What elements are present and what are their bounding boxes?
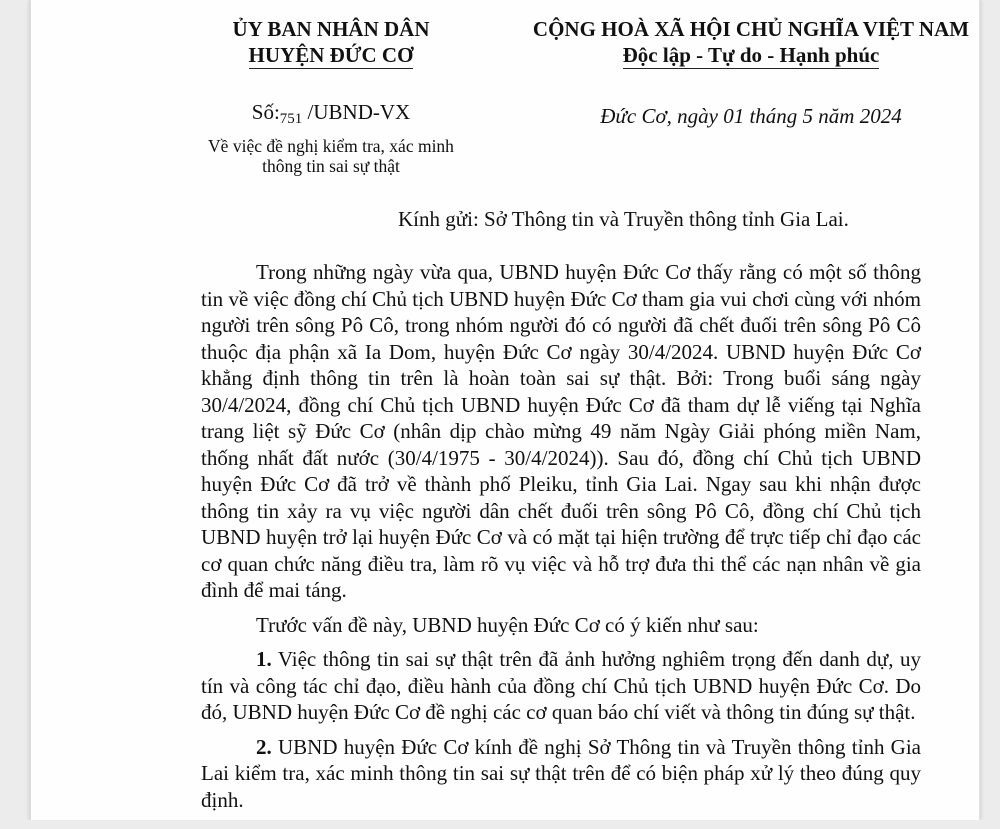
subject-line1: Về việc đề nghị kiểm tra, xác minh	[208, 136, 454, 156]
number-prefix: Số:	[251, 100, 280, 124]
number-value: 751	[279, 111, 303, 127]
item-text-2: UBND huyện Đức Cơ kính đề nghị Sở Thông tin và Truyền thông tỉnh Gia Lai kiểm tra, xác minh thông tin sai sự thật trên để có biện pháp xử lý theo đúng quy định.	[201, 734, 921, 812]
body-paragraph-2: Trước vấn đề này, UBND huyện Đức Cơ có ý kiến như sau:	[256, 612, 759, 637]
document-number	[191, 99, 471, 132]
agency-name-line2: HUYỆN ĐỨC CƠ	[248, 43, 414, 67]
numbered-item-1	[201, 646, 921, 726]
issuing-agency-block	[191, 16, 471, 176]
national-title-block	[521, 16, 981, 129]
subject-line2: thông tin sai sự thật	[262, 156, 400, 176]
document-body	[201, 259, 921, 813]
item-number-2: 2.	[256, 734, 272, 759]
document-date: Đức Cơ, ngày 01 tháng 5 năm 2024	[600, 104, 902, 128]
item-number-1: 1.	[256, 647, 272, 671]
agency-name-line1: ỦY BAN NHÂN DÂN	[232, 17, 430, 41]
page-bottom-margin	[0, 820, 1000, 829]
number-suffix: /UBND-VX	[302, 100, 411, 124]
national-motto: Độc lập - Tự do - Hạnh phúc	[622, 43, 880, 67]
item-text-1: Việc thông tin sai sự thật trên đã ảnh hưởng nghiêm trọng đến danh dự, uy tín và công tác chỉ đạo, điều hành của đồng chí Chủ tịch UBND huyện Đức Cơ. Do đó, UBND huyện Đức Cơ đề nghị các cơ quan báo chí viết và thông tin đúng sự thật.	[201, 647, 921, 724]
national-title: CỘNG HOÀ XÃ HỘI CHỦ NGHĨA VIỆT NAM	[532, 17, 970, 41]
body-paragraph-1: Trong những ngày vừa qua, UBND huyện Đức Cơ thấy rằng có một số thông tin về việc đồng chí Chủ tịch UBND huyện Đức Cơ tham gia vui chơi cùng với nhóm người trên sông Pô Cô, trong nhóm người đó có người đã chết đuối trên sông Pô Cô thuộc địa phận xã Ia Dom, huyện Đức Cơ ngày 30/4/2024. UBND huyện Đức Cơ khẳng định thông tin trên là hoàn toàn sai sự thật. Bởi: Trong buổi sáng ngày 30/4/2024, đồng chí Chủ tịch UBND huyện Đức Cơ đã tham dự lễ viếng tại Nghĩa trang liệt sỹ Đức Cơ (nhân dịp chào mừng 49 năm Ngày Giải phóng miền Nam, thống nhất đất nước (30/4/1975 - 30/4/2024)). Sau đó, đồng chí Chủ tịch UBND huyện Đức Cơ đã trở về thành phố Pleiku, tỉnh Gia Lai. Ngay sau khi nhận được thông tin xảy ra vụ việc người dân chết đuối trên sông Pô Cô, đồng chí Chủ tịch UBND huyện trở lại huyện Đức Cơ và có mặt tại hiện trường để trực tiếp chỉ đạo các cơ quan chức năng điều tra, làm rõ vụ việc và hỗ trợ đưa thi thể các nạn nhân về gia đình để mai táng.	[201, 260, 921, 602]
document-page	[30, 0, 980, 820]
numbered-item-2	[201, 734, 921, 814]
recipient-line: Kính gửi: Sở Thông tin và Truyền thông tỉnh Gia Lai.	[398, 207, 849, 231]
